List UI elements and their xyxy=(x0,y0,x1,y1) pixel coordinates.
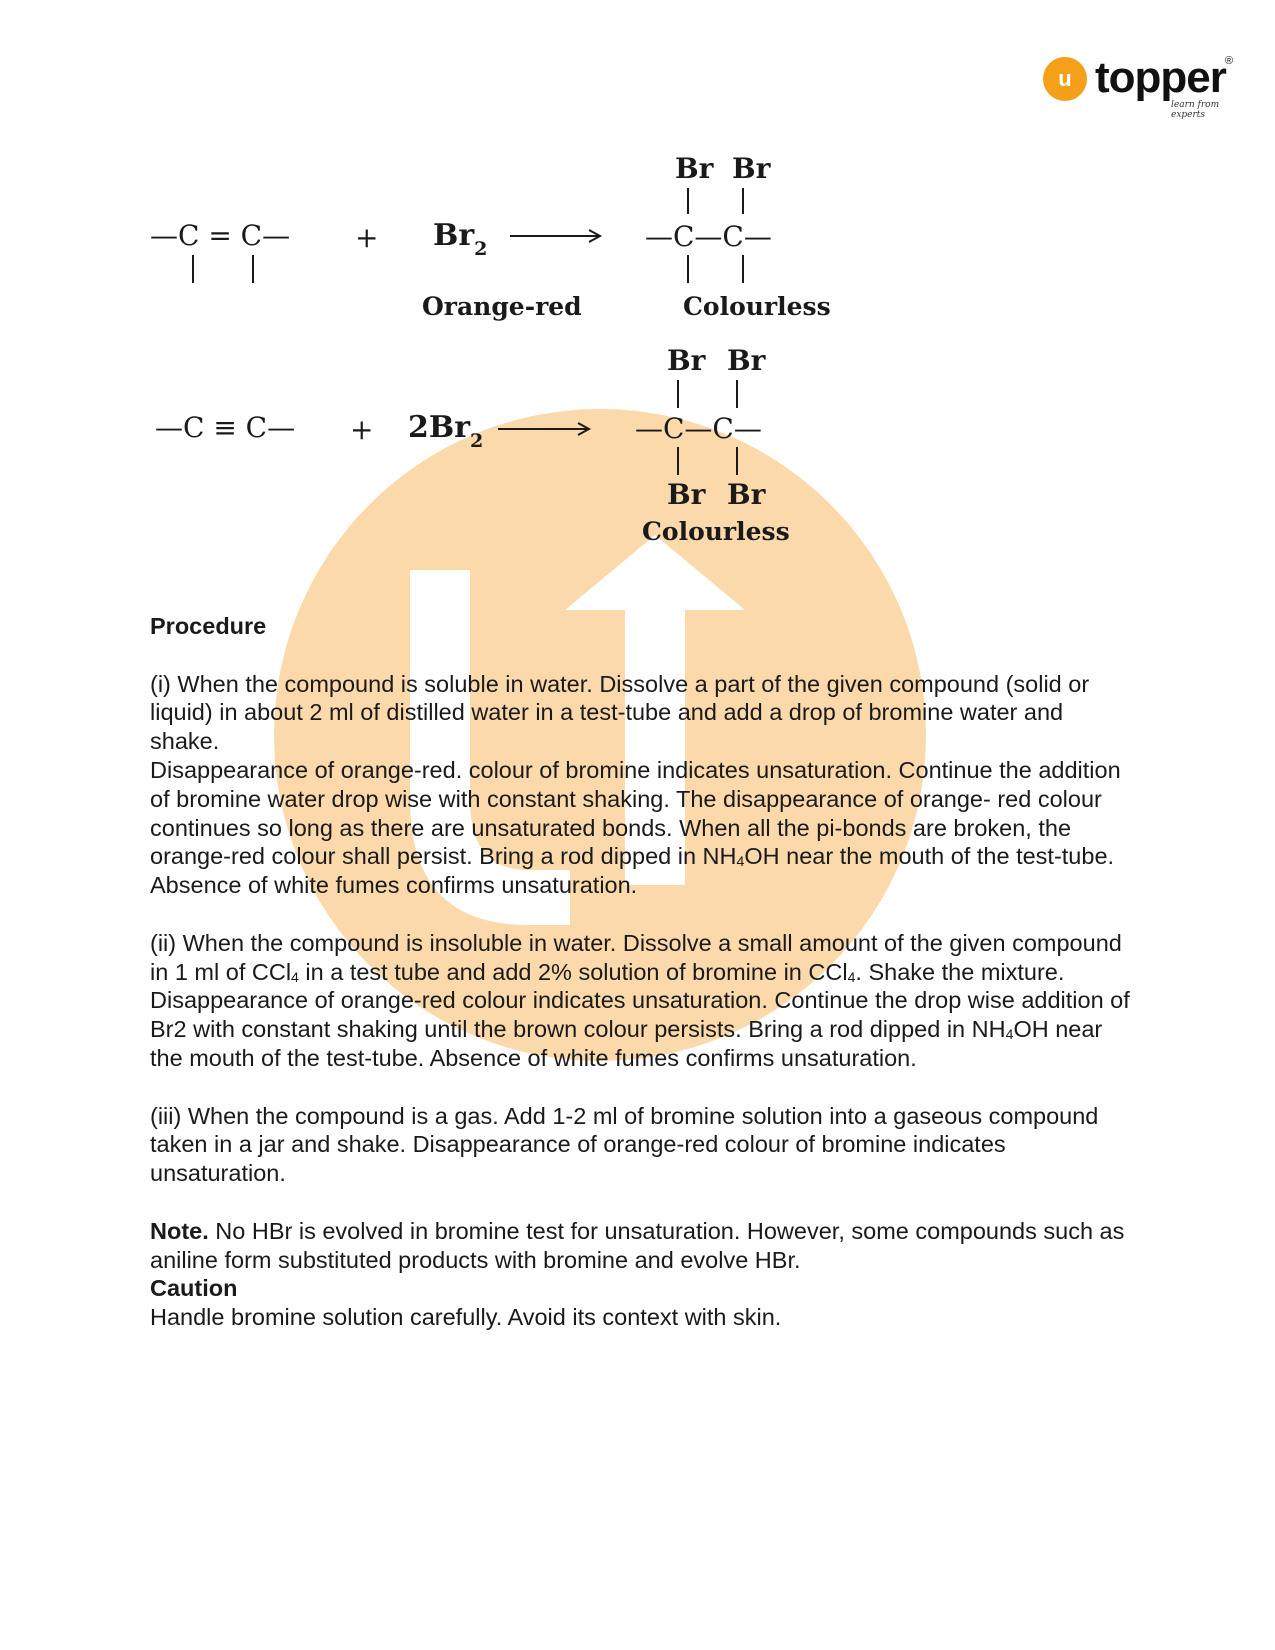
logo-mark: u xyxy=(1043,57,1087,101)
reaction1-product-br-left: Br xyxy=(675,152,714,185)
reaction2-arrow xyxy=(498,423,589,435)
reaction-diagram xyxy=(140,150,880,580)
procedure-step-1-observation: Disappearance of orange-red. colour of bromine indicates unsaturation. Continue the addition of bromine water drop wise with constant shaking. The disappearance of orange- red colour continues so long as there are unsaturated bonds. When all the pi-bonds are broken, the orange-red colour shall persist. Bring a rod dipped in $NH_4OH$ near the mouth of the test-tube. xyxy=(150,756,1121,870)
reaction2-br-bottom-left: Br xyxy=(667,478,706,511)
note-label: Note. xyxy=(150,1217,209,1244)
procedure-section xyxy=(150,612,1130,1332)
reaction2-br-top-right: Br xyxy=(727,344,766,377)
reaction1-product-br-right: Br xyxy=(732,152,771,185)
reaction1-plus: + xyxy=(355,221,379,254)
procedure-step-1-conclusion: Absence of white fumes confirms unsaturation. xyxy=(150,872,638,899)
reaction1-reagent-label: Orange-red xyxy=(422,292,582,321)
procedure-step-2-observation: Disappearance of orange-red colour indicates unsaturation. Continue the drop wise addition of Br2 with constant shaking until the brown colour persists. Bring a rod dipped in $NH_4OH$ near the mouth of the test-tube. Absence of white fumes confirms unsaturation. xyxy=(150,987,1130,1071)
reaction2-br-top-left: Br xyxy=(667,344,706,377)
reaction1-product-label: Colourless xyxy=(683,292,831,321)
reaction-2 xyxy=(155,344,790,546)
reaction2-plus: + xyxy=(350,413,374,446)
reaction2-reagent: $2Br_2$ xyxy=(408,410,484,452)
procedure-heading: Procedure xyxy=(150,613,267,639)
reaction2-br-bottom-right: Br xyxy=(727,478,766,511)
logo-registered: ® xyxy=(1225,55,1234,67)
caution-heading: Caution xyxy=(150,1275,238,1302)
reaction1-reactant: —C = C— xyxy=(150,219,291,252)
reaction2-reactant: —C ≡ C— xyxy=(155,411,296,444)
topper-logo xyxy=(1043,53,1243,120)
reaction1-arrow xyxy=(510,230,600,242)
reaction-1 xyxy=(150,152,831,321)
procedure-step-2: (ii) When the compound is insoluble in water. Dissolve a small amount of the given compound in 1 ml of CCl$_4$ in a test tube and add 2% solution of bromine in CCl$_4$. Shake the mixture. xyxy=(150,929,1122,985)
reaction1-product-core: —C—C— xyxy=(645,220,772,253)
procedure-step-1: (i) When the compound is soluble in water. Dissolve a part of the given compound (solid or liquid) in about 2 ml of distilled water in a test-tube and add a drop of bromine water and shake. xyxy=(150,670,1090,755)
reaction2-product-label: Colourless xyxy=(642,517,790,546)
logo-name: topper xyxy=(1095,53,1226,102)
caution-text: Handle bromine solution carefully. Avoid its context with skin. xyxy=(150,1304,782,1331)
reaction-svg xyxy=(140,150,880,580)
reaction1-reagent: $Br_2$ xyxy=(433,218,488,260)
reaction2-product-core: —C—C— xyxy=(635,412,762,445)
logo-tagline: learn from experts xyxy=(1171,100,1220,120)
note-paragraph: Note. No HBr is evolved in bromine test for unsaturation. However, some compounds such as aniline form substituted products with bromine and evolve HBr. xyxy=(150,1217,1125,1273)
procedure-step-3: (iii) When the compound is a gas. Add 1-2 ml of bromine solution into a gaseous compound taken in a jar and shake. Disappearance of orange-red colour of bromine indicates unsaturation. xyxy=(150,1102,1099,1187)
